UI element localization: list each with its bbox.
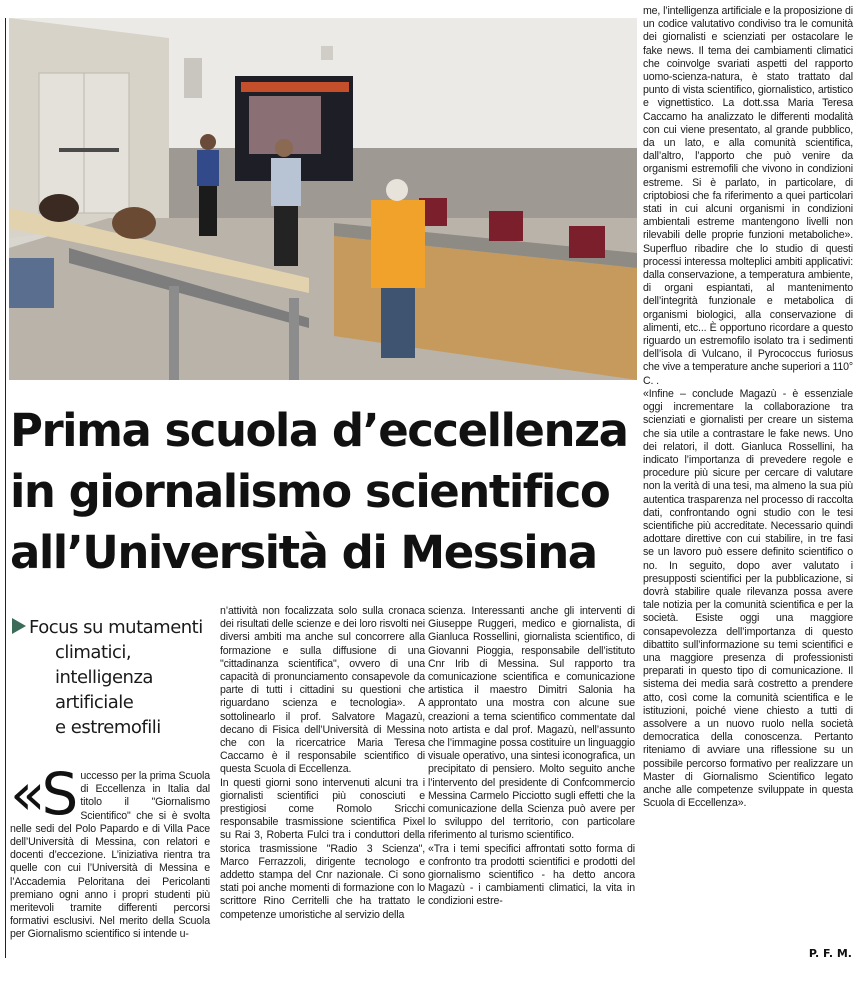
body-paragraph: me, l’intelligenza artificiale e la proposizione di un codice valutativo condiviso tra le comunità dei giornalisti e scienziati per ostacolare le fake news. Il tema dei cambiamenti climatici che coinvolge svariati aspetti del rapporto uomo-scienza-natura, è stato trattato dal punto di vista scientifico, giornalistico, artistico e vignettistico. La dott.ssa Maria Teresa Caccamo ha analizzato le differenti modalità con cui viene presentato, al grande pubblico, da un lato, e alla comunità scientifica, dall’altro, l’apporto che può venire da organismi estremofili che vivono in condizioni estreme. Si è parlato, in particolare, di criptobiosi che fa riferimento a quei particolari stati in cui alcuni organismi in condizioni ambientali estreme mantengono livelli non rilevabili delle proprie funzioni metaboliche». Superfluo ribadire che lo studio di questi processi interessa molteplici ambiti applicativi: dalla conservazione, a temperatura ambiente, di organi espiantati, al mantenimento dell’integrità funzionale e metabolica di organismi biologici, alla conservazione di alimenti, etc... È opportuno ricordare a questo riguardo un estremofilo isolato tra i sedimenti dell’isola di Vulcano, il Pyrococcus furiosus che vive a temperature anche superiori a 110° C. . — [643, 5, 853, 387]
subhead-line: e estremofili — [55, 717, 161, 738]
speaker-man-head — [275, 139, 293, 157]
wall-poster — [184, 58, 202, 98]
headline-line: Prima scuola d’eccellenza — [10, 404, 628, 457]
body-paragraph: In questi giorni sono intervenuti alcuni tra i giornalisti scientifici più conosciuti e prestigiosi come Romolo Sricchi responsabile trasmissione scientifica Pixel su Rai 3, Roberta Fulci tra i conduttori della storica trasmissione "Radio 3 Scienza", Marco Ferrazzoli, dirigente tecnologo e addetto stampa del Cnr nazionale. Ci sono stati poi anche momenti di formazione con lo scrittore Rino Cerritelli che ha trattato le competenze umoristiche al servizio della — [220, 776, 425, 921]
red-chair — [569, 226, 605, 258]
body-paragraph: «Tra i temi specifici affrontati sotto forma di confronto tra prodotti scientifici e prodotti del giornalismo scientifico - ha detto ancora Magazù - i cambiamenti climatici, la vita in condizioni estre- — [428, 842, 635, 908]
subhead-line: intelligenza — [55, 667, 153, 688]
subhead-line: artificiale — [55, 692, 134, 713]
speaker-woman-legs — [199, 186, 217, 236]
speaker-man — [271, 158, 301, 206]
body-paragraph: scienza. Interessanti anche gli interventi di Giuseppe Ruggeri, medico e giornalista, di Gianluca Rossellini, giornalista scientifico, di Giovanni Pioggia, responsabile dell’istituto Cnr Irib di Messina. Sul rapporto tra comunicazione scientifica e comunicazione artistica il maestro Dimitri Salonia ha approntato una mostra con alcune sue creazioni a tema scientifico commentate dal noto artista e dal prof. Magazù, nell’assunto che l’immagine possa costituire un linguaggio visuale operativo, una sintesi iconografica, un precipitato di pensiero. Molto seguito anche l’intervento del presidente di Confcommercio Messina Carmelo Picciotto sugli effetti che la comunicazione della Scienza può avere per lo sviluppo del territorio, con particolare riferimento al turismo scientifico. — [428, 605, 635, 842]
page-border-rule — [5, 18, 6, 958]
speaker-man-legs — [274, 206, 298, 266]
wall-sensor — [321, 46, 333, 60]
body-column-2 — [220, 605, 425, 922]
drop-cap — [10, 760, 75, 828]
red-chair — [489, 211, 523, 241]
body-text: uccesso per la prima Scuola di Eccellenza in Italia dal titolo il "Giornalismo Scientifico" che si è svolta nelle sedi del Polo Papardo e di Villa Pace dell’Università di Messina, con relatori e docenti d’eccezione. L’iniziativa rientra tra quelle con cui l’Università di Messina e l’Accademia Peloritana dei Pericolanti premiano ogni anno i propri studenti più meritevoli tramite differenti percorsi formativi esclusivi. Nel merito della Scuola per Giornalismo scientifico si intende u- — [10, 770, 210, 941]
drop-cap-letter: S — [41, 760, 75, 828]
man-orange-head — [386, 179, 408, 201]
body-column-4 — [643, 5, 853, 810]
student — [39, 194, 79, 222]
article-subheading — [12, 615, 212, 740]
lecture-hall-illustration — [9, 18, 637, 380]
body-paragraph: «Infine – conclude Magazù - è essenziale oggi incrementare la collaborazione tra scienziati e giornalisti per creare un sistema che sia utile a contrastare le fake news. Uno dei relatori, il dott. Gianluca Rossellini, ha indicato l’importanza di prevedere regole e procedure più sicure per cercare di valutare non la verità di una tesi, ma almeno la sua più autentica trasparenza nel processo di raccolta dati, confrontando ogni studio con le tesi scientifiche più accreditate. Necessario quindi adottare direttive con cui stabilire, in tre fasi se un lavoro può essere definito scientifico o no. In seguito, dopo aver valutato i presupposti scientifici per la pubblicazione, si dovrà stabilire quale rilevanza possa avere tale notizia per la comunità scientifica e per la società. Esiste oggi una maggiore consapevolezza dell’importanza di questo dibattito sull’informazione su temi scientifici e una maggiore presenza di professionisti preparati in questo tipo di comunicazione. Il sistema dei media sarà costretto a prendere atto, così come la comunità scientifica e le istituzioni, poiché viene chiesto a tutti di assolvere a un nuovo ruolo nella società democratica della conoscenza. Pertanto riteniamo di avviare una riflessione su un possibile percorso formativo per realizzare un Master di Giornalismo Scientifico legato anche alle competenze sviluppate in questa Scuola di Eccellenza». — [643, 387, 853, 810]
body-column-3 — [428, 605, 635, 909]
body-paragraph — [10, 760, 210, 942]
subhead-line: climatici, — [55, 642, 132, 663]
drop-cap-quote: « — [10, 760, 42, 828]
body-paragraph: n’attività non focalizzata solo sulla cronaca dei risultati delle scienze e dei loro risvolti nei diversi ambiti ma anche sul concorrere alla formazione e sulla diffusione di una "cittadinanza scientifica", ovvero di una capacità di pronunciamento consapevole da parte di tutti i cittadini su questioni che riguardano scienza e tecnologia». A sottolinearlo il prof. Salvatore Magazù, decano di Fisica dell’Università di Messina che con la ricercatrice Maria Teresa Caccamo è il responsabile scientifico di questa Scuola di Eccellenza. — [220, 605, 425, 776]
door-bar — [59, 148, 119, 152]
body-column-1 — [10, 760, 210, 942]
desk-leg — [169, 286, 179, 380]
article-photo — [9, 18, 637, 380]
desk-leg — [289, 298, 299, 380]
headline-line: all’Università di Messina — [10, 526, 597, 579]
student-jeans — [9, 258, 54, 308]
man-jeans — [381, 288, 415, 358]
speaker-woman-head — [200, 134, 216, 150]
screen-banner — [241, 82, 349, 92]
article-headline — [10, 400, 640, 583]
student — [112, 207, 156, 239]
man-orange-shirt — [371, 200, 425, 288]
headline-line: in giornalismo scientifico — [10, 465, 610, 518]
author-signature: P. F. M. — [808, 947, 852, 960]
speaker-woman — [197, 150, 219, 186]
subhead-line: Focus su mutamenti — [29, 617, 203, 638]
triangle-right-icon — [12, 618, 26, 634]
